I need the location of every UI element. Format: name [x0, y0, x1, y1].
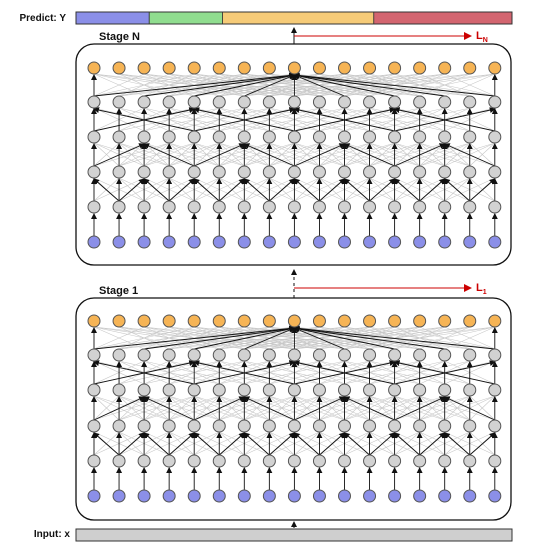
hidden-node — [464, 96, 476, 108]
output-node — [364, 315, 376, 327]
output-node — [414, 315, 426, 327]
hidden-node — [263, 384, 275, 396]
hidden-node — [88, 131, 100, 143]
input-node — [213, 236, 225, 248]
hidden-node — [414, 166, 426, 178]
output-node — [489, 315, 501, 327]
hidden-node — [263, 455, 275, 467]
hidden-node — [113, 201, 125, 213]
hidden-node — [439, 384, 451, 396]
input-node — [138, 236, 150, 248]
hidden-node — [188, 131, 200, 143]
input-node — [464, 490, 476, 502]
hidden-node — [288, 384, 300, 396]
input-node — [339, 236, 351, 248]
hidden-node — [288, 455, 300, 467]
hidden-node — [313, 131, 325, 143]
hidden-node — [364, 420, 376, 432]
hidden-node — [414, 420, 426, 432]
hidden-node — [313, 96, 325, 108]
hidden-node — [88, 455, 100, 467]
hidden-node — [88, 201, 100, 213]
stage-n-title: Stage N — [99, 31, 140, 43]
stage-1-box — [76, 298, 511, 520]
hidden-node — [439, 420, 451, 432]
hidden-node — [238, 96, 250, 108]
hidden-node — [489, 201, 501, 213]
prediction-segment-3 — [222, 12, 373, 24]
hidden-node — [213, 96, 225, 108]
hidden-node — [489, 131, 501, 143]
input-node — [88, 490, 100, 502]
input-node — [263, 490, 275, 502]
hidden-node — [188, 420, 200, 432]
output-node — [88, 62, 100, 74]
hidden-node — [263, 201, 275, 213]
hidden-node — [113, 384, 125, 396]
hidden-node — [288, 420, 300, 432]
input-node — [163, 490, 175, 502]
hidden-node — [213, 384, 225, 396]
hidden-node — [364, 349, 376, 361]
input-node — [389, 236, 401, 248]
hidden-node — [213, 420, 225, 432]
hidden-node — [163, 131, 175, 143]
output-node — [439, 315, 451, 327]
hidden-node — [389, 166, 401, 178]
hidden-node — [113, 455, 125, 467]
input-node — [138, 490, 150, 502]
hidden-node — [464, 166, 476, 178]
hidden-node — [439, 349, 451, 361]
hidden-node — [288, 166, 300, 178]
hidden-node — [389, 455, 401, 467]
hidden-node — [238, 420, 250, 432]
hidden-node — [213, 166, 225, 178]
hidden-node — [88, 166, 100, 178]
hidden-node — [414, 455, 426, 467]
hidden-node — [113, 166, 125, 178]
hidden-node — [88, 349, 100, 361]
hidden-node — [263, 420, 275, 432]
hidden-node — [188, 349, 200, 361]
hidden-node — [313, 349, 325, 361]
hidden-node — [138, 96, 150, 108]
hidden-node — [364, 201, 376, 213]
hidden-node — [138, 384, 150, 396]
hidden-node — [464, 384, 476, 396]
loss-1-label: $L_1$ — [476, 282, 487, 296]
output-node — [414, 62, 426, 74]
hidden-node — [389, 420, 401, 432]
input-node — [263, 236, 275, 248]
hidden-node — [113, 349, 125, 361]
hidden-node — [263, 166, 275, 178]
input-bar — [76, 529, 512, 541]
hidden-node — [238, 131, 250, 143]
hidden-node — [263, 349, 275, 361]
hidden-node — [288, 201, 300, 213]
input-node — [464, 236, 476, 248]
hidden-node — [213, 349, 225, 361]
hidden-node — [163, 96, 175, 108]
hidden-node — [389, 349, 401, 361]
input-node — [364, 236, 376, 248]
hidden-node — [489, 96, 501, 108]
output-node — [238, 62, 250, 74]
hidden-node — [414, 349, 426, 361]
output-node — [188, 62, 200, 74]
stage-n-network — [88, 62, 501, 248]
output-node — [213, 315, 225, 327]
input-node — [113, 236, 125, 248]
stage-1-network — [88, 315, 501, 502]
hidden-node — [213, 201, 225, 213]
output-node — [163, 315, 175, 327]
output-node — [389, 315, 401, 327]
hidden-node — [464, 131, 476, 143]
hidden-node — [138, 131, 150, 143]
output-node — [238, 315, 250, 327]
input-node — [188, 490, 200, 502]
hidden-node — [339, 420, 351, 432]
hidden-node — [439, 166, 451, 178]
hidden-node — [464, 420, 476, 432]
output-node — [113, 315, 125, 327]
input-label: Input: x — [33, 529, 70, 540]
output-node — [88, 315, 100, 327]
output-node — [163, 62, 175, 74]
hidden-node — [339, 201, 351, 213]
hidden-node — [439, 455, 451, 467]
loss-n-label: $L_N$ — [476, 30, 488, 44]
output-node — [263, 62, 275, 74]
output-node — [439, 62, 451, 74]
hidden-node — [464, 349, 476, 361]
hidden-node — [238, 384, 250, 396]
hidden-node — [313, 201, 325, 213]
hidden-node — [464, 455, 476, 467]
hidden-node — [439, 131, 451, 143]
output-node — [313, 315, 325, 327]
hidden-node — [163, 384, 175, 396]
hidden-node — [138, 201, 150, 213]
hidden-node — [88, 384, 100, 396]
hidden-node — [364, 96, 376, 108]
hidden-node — [213, 131, 225, 143]
input-node — [238, 236, 250, 248]
hidden-node — [138, 166, 150, 178]
hidden-node — [313, 455, 325, 467]
prediction-bar — [76, 12, 512, 24]
input-node — [88, 236, 100, 248]
hidden-node — [163, 455, 175, 467]
hidden-node — [489, 384, 501, 396]
hidden-node — [364, 384, 376, 396]
hidden-node — [414, 201, 426, 213]
hidden-node — [313, 420, 325, 432]
hidden-node — [339, 349, 351, 361]
input-node — [313, 236, 325, 248]
output-node — [464, 315, 476, 327]
output-node — [188, 315, 200, 327]
input-node — [339, 490, 351, 502]
hidden-node — [163, 349, 175, 361]
hidden-node — [188, 384, 200, 396]
hidden-node — [238, 349, 250, 361]
input-node — [188, 236, 200, 248]
input-node — [439, 236, 451, 248]
output-node — [288, 315, 300, 327]
hidden-node — [88, 420, 100, 432]
input-node — [113, 490, 125, 502]
hidden-node — [288, 131, 300, 143]
hidden-node — [313, 384, 325, 396]
input-node — [288, 490, 300, 502]
prediction-segment-1 — [76, 12, 149, 24]
stage-1-title: Stage 1 — [99, 285, 139, 297]
hidden-node — [163, 201, 175, 213]
output-node — [263, 315, 275, 327]
hidden-node — [339, 455, 351, 467]
output-node — [339, 315, 351, 327]
hidden-node — [288, 96, 300, 108]
prediction-segment-4 — [374, 12, 512, 24]
output-node — [288, 62, 300, 74]
input-node — [364, 490, 376, 502]
hidden-node — [364, 131, 376, 143]
hidden-node — [238, 166, 250, 178]
hidden-node — [389, 131, 401, 143]
hidden-node — [339, 96, 351, 108]
hidden-node — [313, 166, 325, 178]
output-node — [364, 62, 376, 74]
input-node — [163, 236, 175, 248]
hidden-node — [439, 201, 451, 213]
output-node — [489, 62, 501, 74]
hidden-node — [188, 96, 200, 108]
hidden-node — [389, 201, 401, 213]
hidden-node — [489, 349, 501, 361]
hidden-node — [263, 96, 275, 108]
hidden-node — [389, 96, 401, 108]
hidden-node — [339, 384, 351, 396]
hidden-node — [188, 455, 200, 467]
hidden-node — [238, 201, 250, 213]
input-node — [238, 490, 250, 502]
input-node — [288, 236, 300, 248]
hidden-node — [213, 455, 225, 467]
hidden-node — [489, 420, 501, 432]
hidden-node — [88, 96, 100, 108]
hidden-node — [263, 131, 275, 143]
hidden-node — [489, 455, 501, 467]
hidden-node — [138, 455, 150, 467]
input-node — [439, 490, 451, 502]
hidden-node — [414, 384, 426, 396]
hidden-node — [113, 420, 125, 432]
hidden-node — [113, 131, 125, 143]
hidden-node — [163, 420, 175, 432]
hidden-node — [489, 166, 501, 178]
hidden-node — [113, 96, 125, 108]
hidden-node — [288, 349, 300, 361]
hidden-node — [188, 201, 200, 213]
output-node — [138, 62, 150, 74]
hidden-node — [138, 349, 150, 361]
prediction-segment-2 — [149, 12, 222, 24]
hidden-node — [188, 166, 200, 178]
input-node — [213, 490, 225, 502]
output-node — [113, 62, 125, 74]
hidden-node — [414, 96, 426, 108]
hidden-node — [339, 131, 351, 143]
hidden-node — [238, 455, 250, 467]
input-node — [389, 490, 401, 502]
output-node — [138, 315, 150, 327]
input-node — [489, 236, 501, 248]
output-node — [213, 62, 225, 74]
hidden-node — [389, 384, 401, 396]
input-node — [313, 490, 325, 502]
input-node — [489, 490, 501, 502]
hidden-node — [439, 96, 451, 108]
input-node — [414, 236, 426, 248]
output-node — [464, 62, 476, 74]
input-node — [414, 490, 426, 502]
hidden-node — [163, 166, 175, 178]
hidden-node — [364, 455, 376, 467]
predict-label: Predict: Y — [19, 13, 66, 24]
output-node — [389, 62, 401, 74]
output-node — [313, 62, 325, 74]
hidden-node — [138, 420, 150, 432]
hidden-node — [364, 166, 376, 178]
output-node — [339, 62, 351, 74]
hidden-node — [339, 166, 351, 178]
hidden-node — [414, 131, 426, 143]
hidden-node — [464, 201, 476, 213]
